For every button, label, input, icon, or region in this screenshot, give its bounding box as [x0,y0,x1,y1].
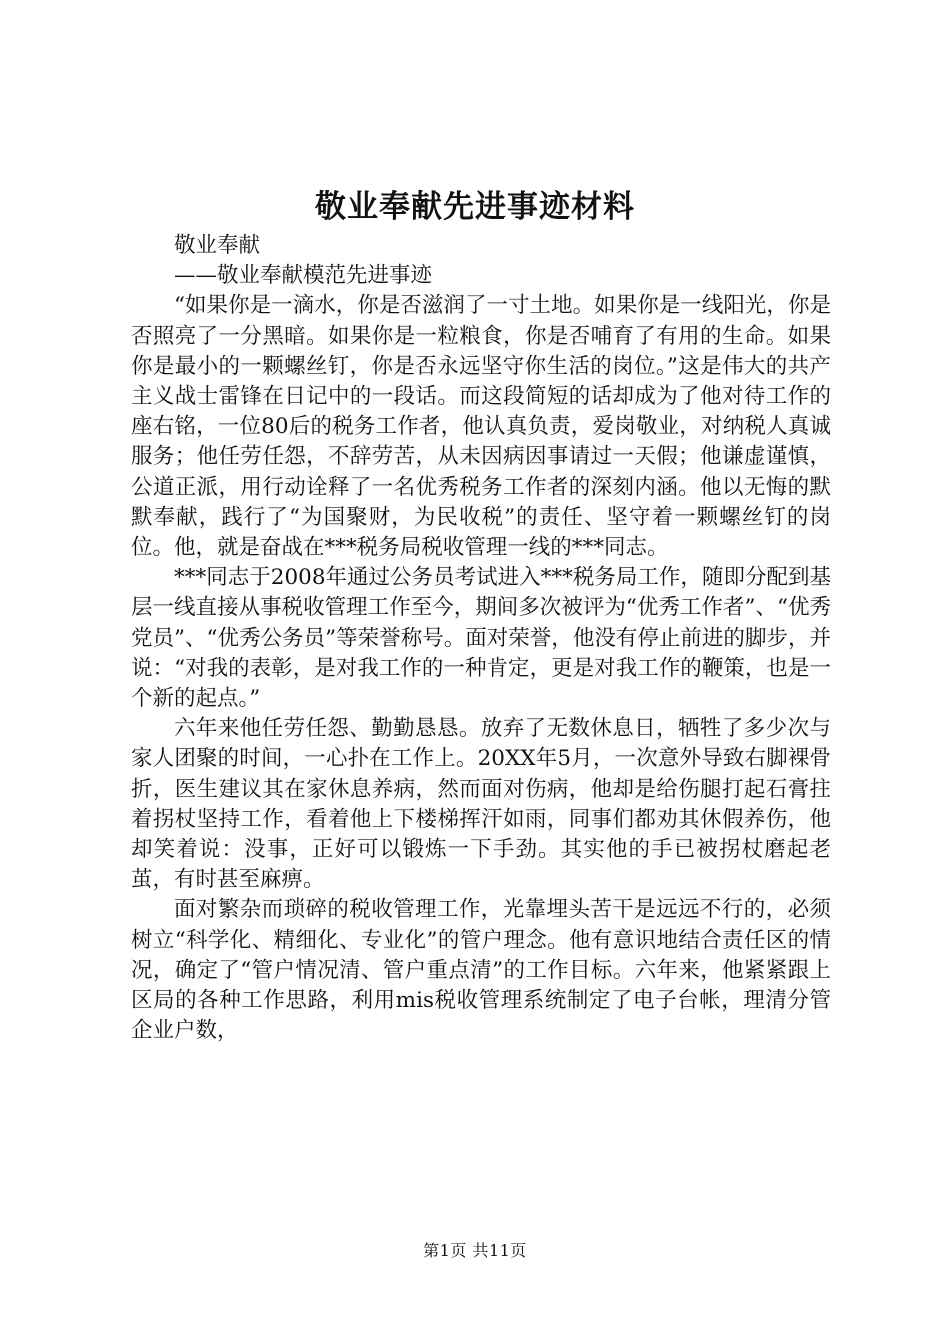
paragraph: 六年来他任劳任怨、勤勤恳恳。放弃了无数休息日，牺牲了多少次与家人团聚的时间，一心扑在工作上。20XX年5月，一次意外导致右脚裸骨折，医生建议其在家休息养病，然而面对伤病，他却是给伤腿打起石膏拄着拐杖坚持工作，看着他上下楼梯挥汗如雨，同事们都劝其休假养伤，他却笑着说：没事，正好可以锻炼一下手劲。其实他的手已被拐杖磨起老茧，有时甚至麻痹。 [131,716,831,893]
page-number-footer: 第1页 共11页 [423,1241,527,1260]
paragraph: 面对繁杂而琐碎的税收管理工作，光靠埋头苦干是远远不行的，必须树立“科学化、精细化、专业化”的管户理念。他有意识地结合责任区的情况，确定了“管户情况清、管户重点清”的工作目标。六年来，他紧紧跟上区局的各种工作思路，利用mis税收管理系统制定了电子台帐，理清分管企业户数， [131,897,831,1044]
paragraph-heading: 敬业奉献 [174,233,261,258]
document-body [131,231,831,1046]
paragraph: “如果你是一滴水，你是否滋润了一寸土地。如果你是一线阳光，你是否照亮了一分黑暗。如果你是一粒粮食，你是否哺育了有用的生命。如果你是最小的一颗螺丝钉，你是否永远坚守你生活的岗位。”这是伟大的共产主义战士雷锋在日记中的一段话。而这段简短的话却成为了他对待工作的座右铭，一位80后的税务工作者，他认真负责，爱岗敬业，对纳税人真诚服务；他任劳任怨，不辞劳苦，从未因病因事请过一天假；他谦虚谨慎，公道正派，用行动诠释了一名优秀税务工作者的深刻内涵。他以无悔的默默奉献，践行了“为国聚财，为民收税”的责任、坚守着一颗螺丝钉的岗位。他，就是奋战在***税务局税收管理一线的***同志。 [131,293,831,561]
document-title: 敬业奉献先进事迹材料 [315,189,635,225]
paragraph: ***同志于2008年通过公务员考试进入***税务局工作，随即分配到基层一线直接从事税收管理工作至今，期间多次被评为“优秀工作者”、“优秀党员”、“优秀公务员”等荣誉称号。面对荣誉，他没有停止前进的脚步，并说：“对我的表彰，是对我工作的一种肯定，更是对我工作的鞭策，也是一个新的起点。” [131,565,831,712]
paragraph-subheading: ——敬业奉献模范先进事迹 [174,263,433,289]
